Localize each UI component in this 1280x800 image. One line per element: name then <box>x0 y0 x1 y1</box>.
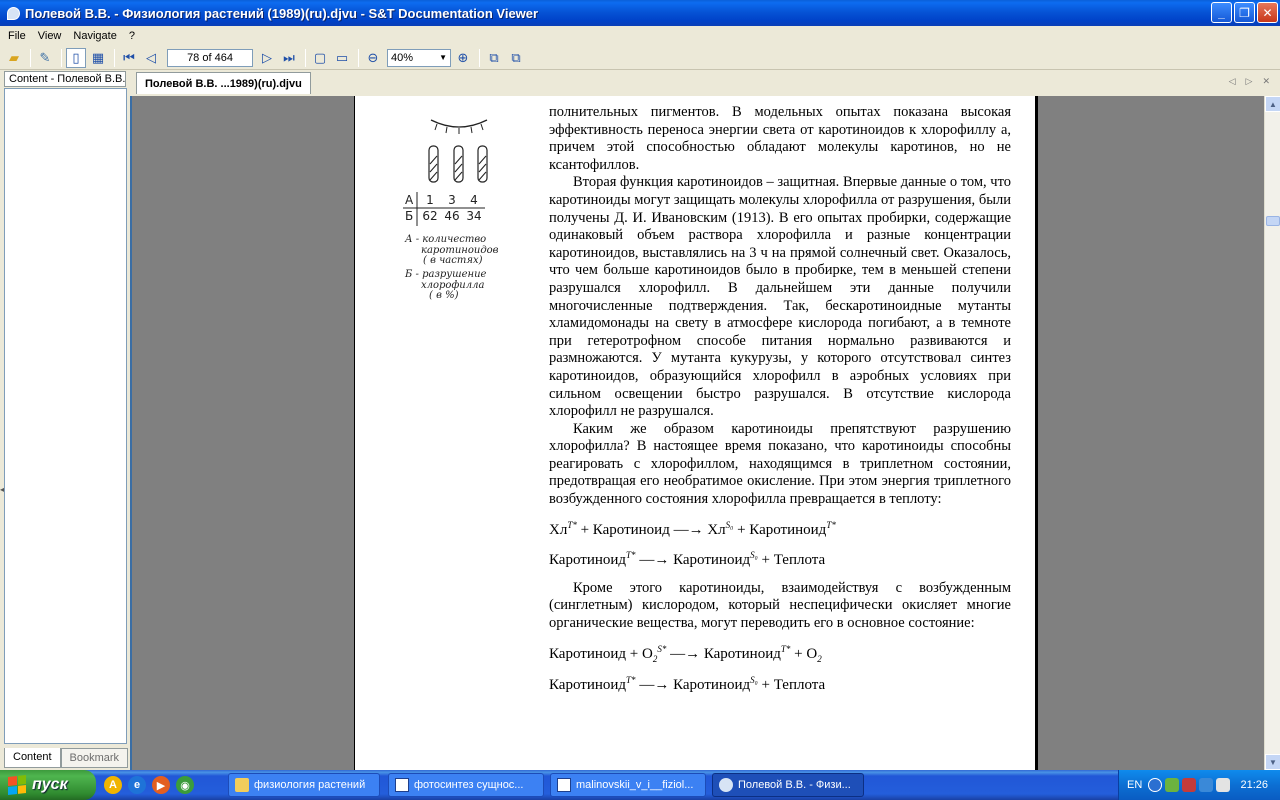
paragraph: Вторая функция каротиноидов – защитная. Впервые данные о том, что каротиноиды могут защищать молекулы хлорофилла от разрушения, были получены Д. И. Ивановским (1913). В его опытах пробирки, содержащие одинаковый объем раствора хлорофилла и разные концентрации каротиноидов, выставлялись на 3 ч на прямой солнечный свет. Оказалось, что чем больше каротиноидов было в пробирке, тем в меньшей степени разрушался хлорофилл. В дальнейшем эти данные получили многочисленные подтверждения. Так, бескаротиноидные мутанты хламидомонады на свету в атмосфере кислорода погибают, а в темноте при гетеротрофном способе питания нормально развиваются и размножаются. У мутанта кукурузы, у которого отсутствовал синтез каротиноидов, образующийся хлорофилл в аэробных условиях при сильном освещении быстро разрушался. В отсутствие кислорода хлорофилл не разрушался. <box>549 174 1011 420</box>
quick-launch <box>104 776 194 794</box>
page-text <box>549 104 1011 695</box>
open-folder-icon[interactable]: ▰ <box>9 49 19 65</box>
menu-help[interactable]: ? <box>128 30 135 42</box>
paragraph: Кроме этого каротиноиды, взаимодействуя с возбужденным (синглетным) кислородом, который неспецифически окисляет многие органические вещества, могут переводить его в основное состояние: <box>549 579 1011 632</box>
minimize-button[interactable]: _ <box>1211 2 1232 23</box>
zoom-out-icon[interactable]: ⊖ <box>367 49 379 65</box>
note-a-line: ( в частях) <box>423 255 483 266</box>
handwritten-table <box>405 192 485 224</box>
opera-icon[interactable]: A <box>104 776 122 794</box>
taskbar-item[interactable]: malinovskii_v_i__fiziol... <box>550 773 706 797</box>
edit-icon[interactable]: ✎ <box>39 49 51 65</box>
document-tab[interactable]: Полевой В.В. ...1989)(ru).djvu <box>136 72 311 94</box>
close-button[interactable]: ✕ <box>1257 2 1278 23</box>
next-page-icon[interactable]: ▷ <box>262 49 272 65</box>
scroll-thumb[interactable] <box>1266 216 1280 226</box>
viewer-app-icon[interactable] <box>5 5 21 21</box>
display-icon[interactable] <box>1199 778 1213 792</box>
tab-scroll-left-icon[interactable]: ◁ <box>1228 76 1236 86</box>
content-tree[interactable] <box>4 88 127 744</box>
network-icon[interactable] <box>1165 778 1179 792</box>
viewer-icon <box>719 778 733 792</box>
folder-icon <box>235 778 249 792</box>
tab-bookmark[interactable]: Bookmark <box>61 748 129 768</box>
left-panel <box>0 70 130 770</box>
multi-page-icon[interactable]: ▦ <box>91 49 105 65</box>
zoom-in-icon[interactable]: ⊕ <box>457 49 469 65</box>
chevron-down-icon[interactable]: ▼ <box>439 53 447 62</box>
table-cell: 62 <box>422 209 438 223</box>
prev-page-icon[interactable]: ◁ <box>146 49 156 65</box>
table-row <box>405 208 485 224</box>
media-player-icon[interactable]: ▶ <box>152 776 170 794</box>
equation-4: Каротиноид$^{T*}$ —→ Каротиноид$^{S_0}$ + Теплота <box>549 675 826 694</box>
handwritten-figure <box>399 104 529 304</box>
table-cell: 3 <box>448 193 456 207</box>
equation-2: Каротиноид$^{T*}$ —→ Каротиноид$^{S_0}$ + Теплота <box>549 550 826 569</box>
tray-expand-icon[interactable] <box>1148 778 1162 792</box>
table-row-label: Б <box>405 209 414 223</box>
last-page-icon[interactable]: ⏭ <box>283 49 295 65</box>
menu-bar <box>0 26 1280 46</box>
document-viewer[interactable] <box>132 96 1264 770</box>
single-page-icon[interactable]: ▯ <box>66 48 86 68</box>
fit-width-icon[interactable]: ▭ <box>335 49 349 65</box>
fit-page-icon[interactable]: ▢ <box>313 49 327 65</box>
zoom-select[interactable] <box>387 49 451 67</box>
quick-launch-icon[interactable]: ◉ <box>176 776 194 794</box>
system-tray <box>1118 770 1280 800</box>
note-b-line: Б - разрушение <box>405 269 487 280</box>
vertical-scrollbar[interactable] <box>1264 96 1280 770</box>
document-page <box>354 96 1038 770</box>
splitter-arrow-icon[interactable]: ◂ <box>0 485 5 494</box>
paragraph: полнительных пигментов. В модельных опытах показана высокая эффективность переноса энергии света от каротиноидов к хлорофиллу а, причем этой способностью обладают молекулы каротинов, но не ксантофиллов. <box>549 104 1011 173</box>
window-title: Полевой В.В. - Физиология растений (1989)(ru).djvu - S&T Documentation Viewer <box>25 5 539 21</box>
note-a-line: А - количество <box>405 234 487 245</box>
note-b-line: хлорофилла <box>421 280 485 291</box>
maximize-button[interactable]: ❐ <box>1234 2 1255 23</box>
equation-1: $Хл^{T*}$ + Каротиноид —→ $Хл^{S_0}$ + Каротиноид$^{T*}$ <box>549 519 836 538</box>
word-icon <box>557 778 571 792</box>
equation-3: Каротиноид + $O_2^{S*}$ —→ Каротиноид$^{T*}$ + $O_2$ <box>549 643 822 664</box>
tab-content[interactable]: Content <box>4 748 61 768</box>
note-a-line: каротиноидов <box>421 245 499 256</box>
toolbar <box>0 46 1280 70</box>
menu-view[interactable]: View <box>37 30 62 42</box>
antivirus-icon[interactable] <box>1182 778 1196 792</box>
tab-close-icon[interactable]: ✕ <box>1262 76 1270 86</box>
page-number-input[interactable] <box>167 49 253 67</box>
taskbar-item-active[interactable]: Полевой В.В. - Физи... <box>712 773 864 797</box>
taskbar-item[interactable]: фотосинтез сущнос... <box>388 773 544 797</box>
word-icon <box>395 778 409 792</box>
first-page-icon[interactable]: ⏮ <box>123 49 135 65</box>
title-bar <box>0 0 1280 26</box>
content-panel-header: Content - Полевой В.В. <box>4 71 126 87</box>
table-row <box>405 192 485 208</box>
ie-icon[interactable]: e <box>128 776 146 794</box>
table-cell: 1 <box>426 193 434 207</box>
table-cell: 4 <box>470 193 478 207</box>
scroll-up-icon[interactable]: ▲ <box>1265 96 1280 112</box>
copy-icon[interactable]: ⧉ <box>489 49 499 65</box>
note-b-line: ( в %) <box>429 290 459 301</box>
menu-file[interactable]: File <box>8 30 26 42</box>
volume-icon[interactable] <box>1216 778 1230 792</box>
document-tab-bar <box>130 70 1280 96</box>
language-indicator[interactable]: EN <box>1127 779 1143 791</box>
table-cell: 34 <box>466 209 482 223</box>
scroll-down-icon[interactable]: ▼ <box>1265 754 1280 770</box>
taskbar <box>0 770 1280 800</box>
tab-scroll-right-icon[interactable]: ▷ <box>1245 76 1253 86</box>
windows-logo-icon <box>8 775 26 795</box>
taskbar-item[interactable]: физиология растений <box>228 773 380 797</box>
zoom-value: 40% <box>391 51 414 64</box>
clock: 21:26 <box>1240 779 1268 791</box>
table-cell: 46 <box>444 209 460 223</box>
start-button[interactable] <box>0 770 96 800</box>
paste-icon[interactable]: ⧉ <box>511 49 521 65</box>
paragraph: Каким же образом каротиноиды препятствуют разрушению хлорофилла? В настоящее время показано, что каротиноиды способны реагировать с хлорофиллом, находящимся в триплетном состоянии, предотвращая его необратимое окисление. При этом энергия триплетного возбужденного состояния хлорофилла превращается в теплоту: <box>549 420 1011 508</box>
table-row-label: А <box>405 193 414 207</box>
start-label: пуск <box>32 776 68 793</box>
menu-navigate[interactable]: Navigate <box>73 30 117 42</box>
